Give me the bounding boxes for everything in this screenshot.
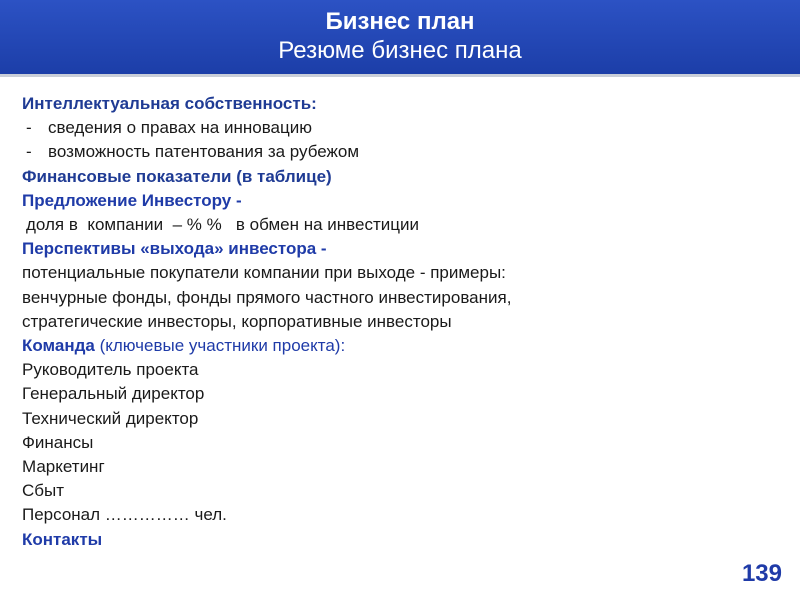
- slide-title: Бизнес план: [325, 8, 475, 35]
- team-member: Маркетинг: [22, 457, 105, 477]
- team-member: Руководитель проекта: [22, 360, 199, 380]
- team-member: Технический директор: [22, 408, 199, 428]
- dash-marker: -: [26, 118, 32, 138]
- investor-offer-heading: Предложение Инвестору -: [22, 190, 242, 210]
- exit-line: стратегические инвесторы, корпоративные инвесторы: [22, 311, 452, 331]
- exit-line: потенциальные покупатели компании при выходе - примеры:: [22, 263, 506, 283]
- ip-item: [22, 140, 782, 164]
- investor-offer-text: доля в компании – % % в обмен на инвестиции: [26, 215, 419, 235]
- team-member: Сбыт: [22, 481, 65, 501]
- team-member: Персонал …………… чел.: [22, 505, 227, 525]
- team-heading: Команда: [22, 336, 95, 356]
- exit-line: венчурные фонды, фонды прямого частного инвестирования,: [22, 287, 512, 307]
- team-member: Финансы: [22, 432, 94, 452]
- slide-subtitle: Резюме бизнес плана: [278, 37, 522, 64]
- contacts-heading: Контакты: [22, 529, 103, 549]
- page-number: 139: [741, 560, 782, 587]
- team-member: Генеральный директор: [22, 384, 205, 404]
- ip-item-text: сведения о правах на инновацию: [48, 118, 312, 138]
- slide-content: [22, 92, 782, 552]
- dash-marker: -: [26, 142, 32, 162]
- exit-heading: Перспективы «выхода» инвестора -: [22, 239, 327, 259]
- financial-heading: Финансовые показатели (в таблице): [22, 166, 332, 186]
- ip-item: [22, 116, 782, 140]
- team-note: (ключевые участники проекта):: [94, 336, 346, 356]
- team-heading-line: [22, 334, 782, 358]
- ip-item-text: возможность патентования за рубежом: [48, 142, 360, 162]
- ip-heading: Интеллектуальная собственность:: [22, 94, 317, 113]
- slide-header: [0, 0, 800, 77]
